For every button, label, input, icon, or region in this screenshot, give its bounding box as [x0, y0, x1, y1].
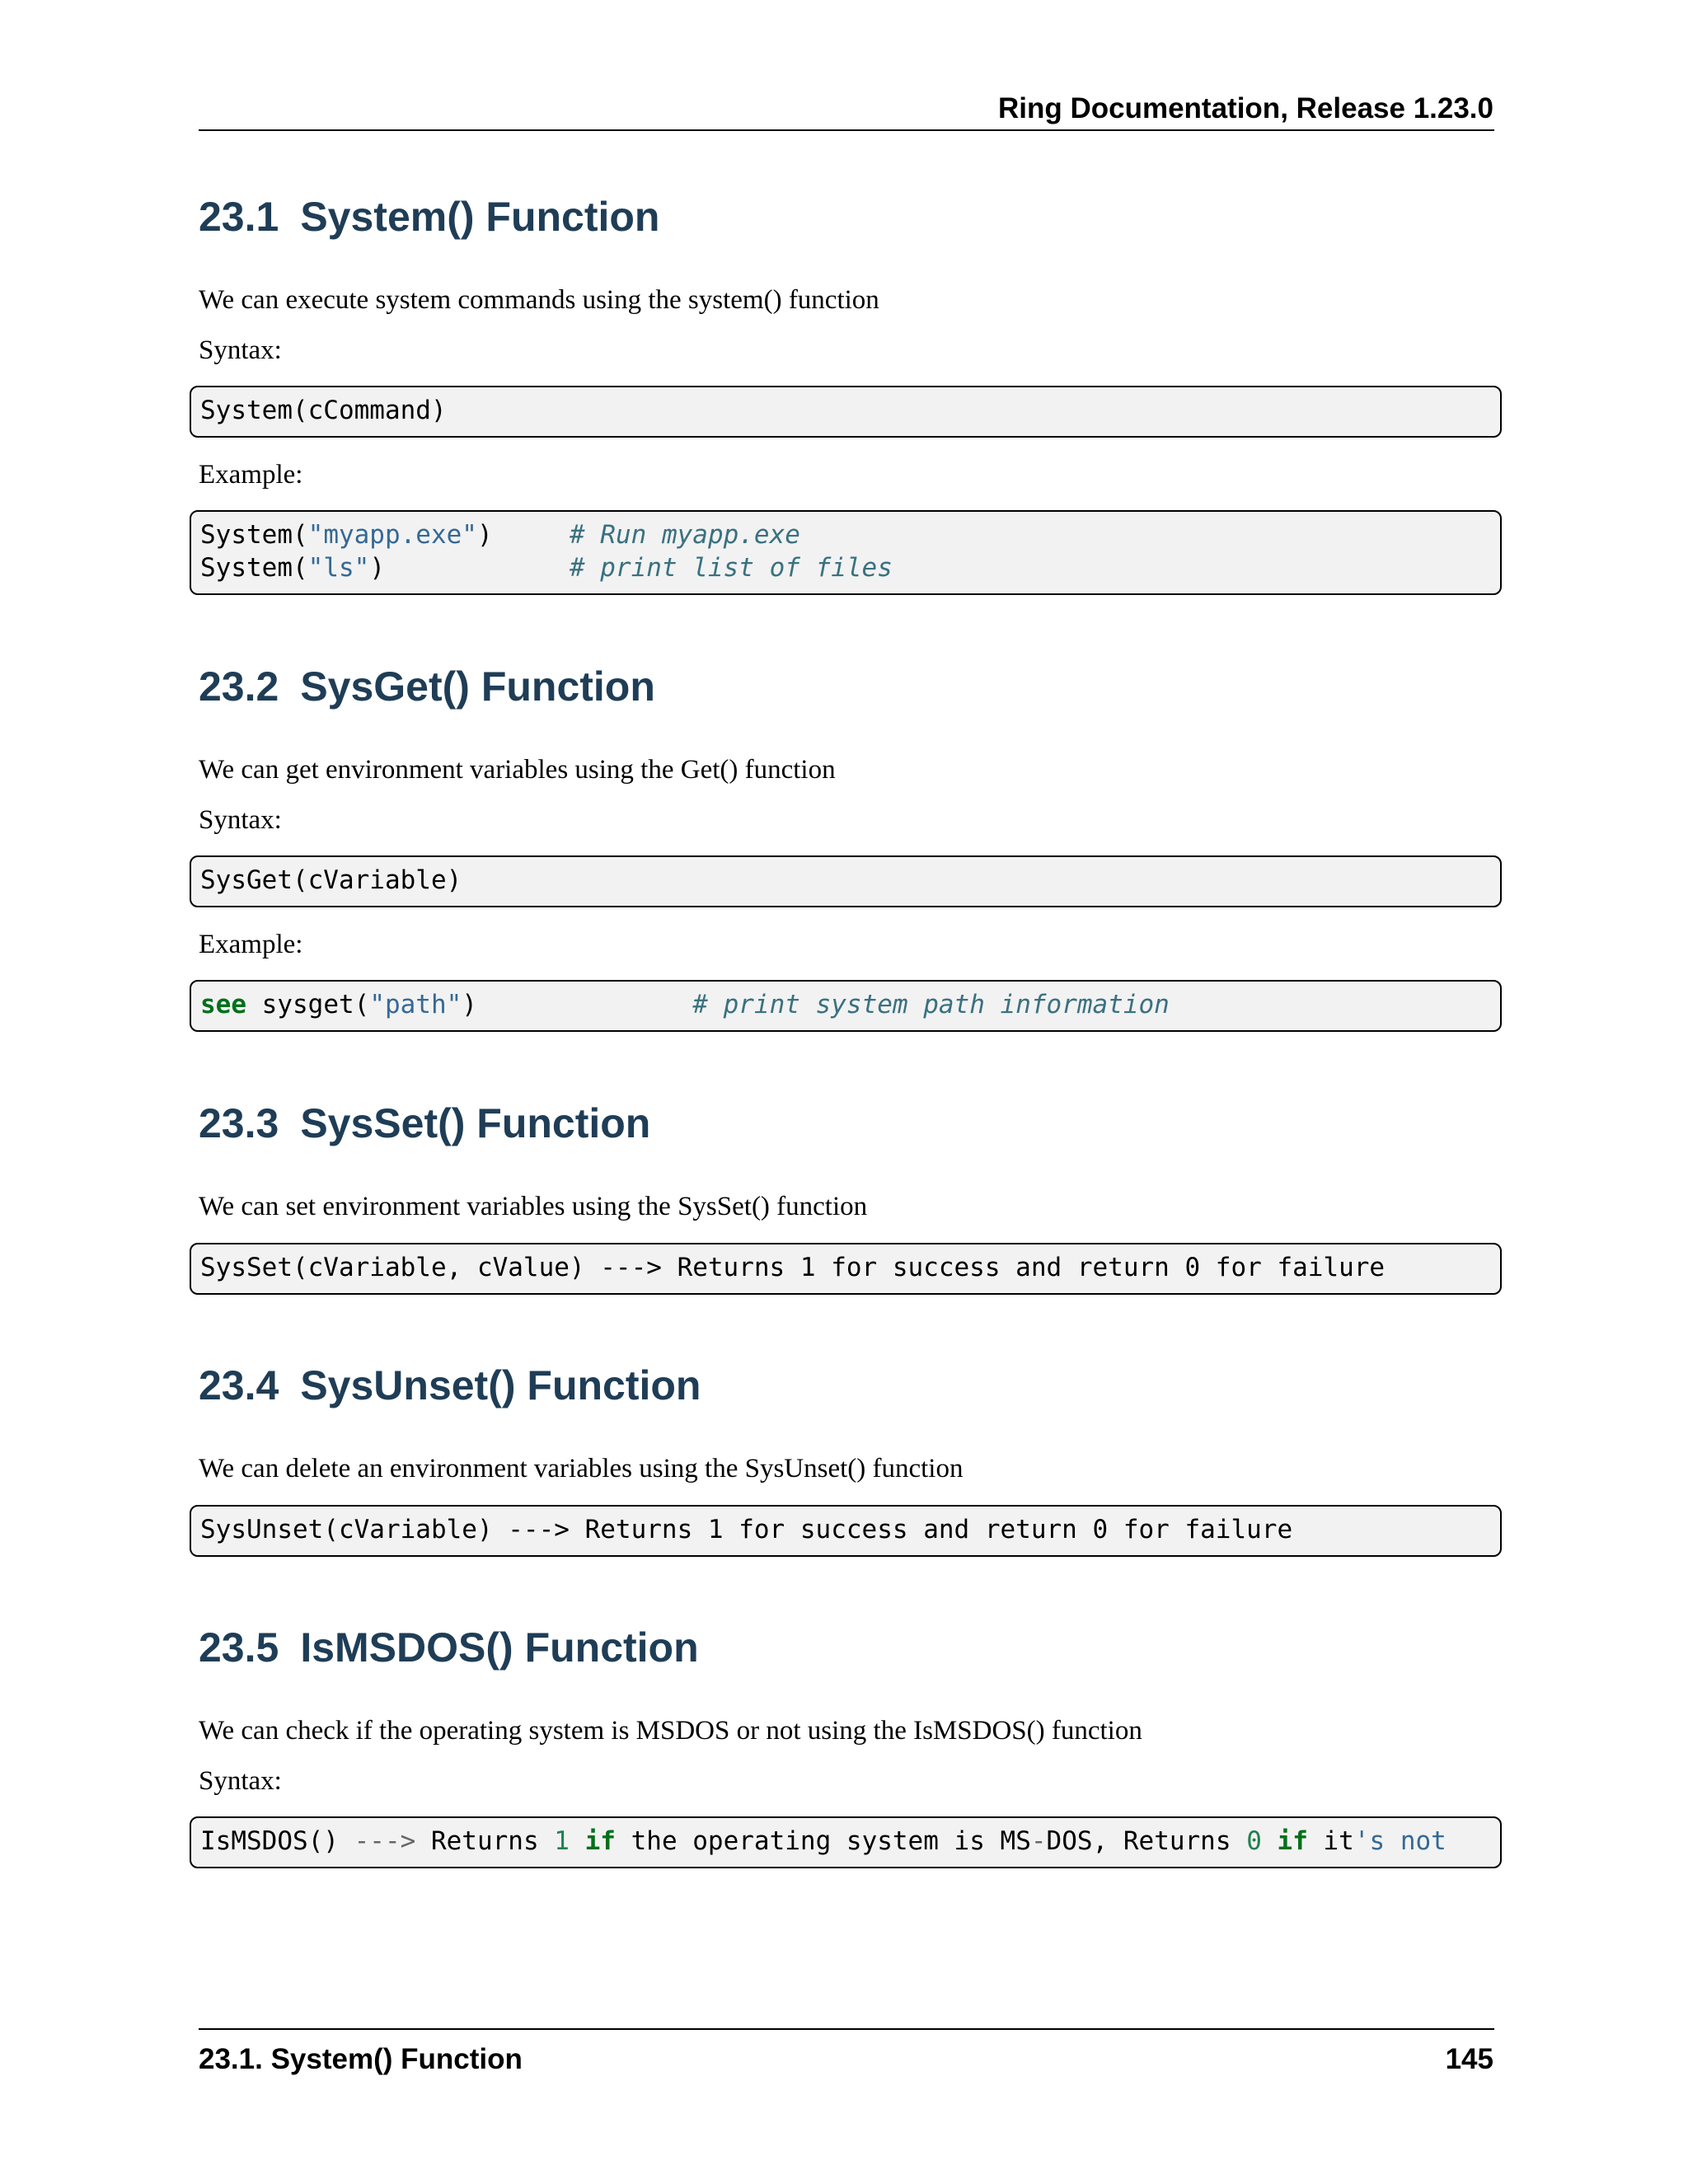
section-number: 23.5: [199, 1624, 279, 1671]
code-keyword: see: [200, 990, 246, 1019]
code-block: [190, 1505, 1502, 1557]
section-heading-23-5: [199, 1624, 699, 1671]
section-title: SysSet() Function: [300, 1100, 651, 1146]
page-number: 145: [1445, 2043, 1493, 2075]
code-line: System(cCommand): [200, 396, 447, 425]
footer-section-link[interactable]: 23.1. System() Function: [199, 2043, 523, 2075]
syntax-label: Syntax:: [199, 805, 282, 835]
code-comment: # print system path information: [692, 990, 1170, 1019]
example-label: Example:: [199, 930, 303, 959]
section-title: System() Function: [300, 194, 660, 240]
code-block-syntax: [190, 386, 1502, 438]
section-heading-23-1: [199, 193, 659, 241]
section-number: 23.2: [199, 663, 279, 710]
code-line: SysGet(cVariable): [200, 865, 462, 895]
running-header: Ring Documentation, Release 1.23.0: [997, 92, 1493, 124]
syntax-label: Syntax:: [199, 1766, 282, 1796]
section-number: 23.4: [199, 1362, 279, 1408]
section-title: SysUnset() Function: [300, 1362, 701, 1408]
code-block-example: [190, 980, 1502, 1032]
code-line: IsMSDOS() ---> Returns 1 if the operating system is MS-DOS, Returns 0 if it's not: [200, 1826, 1447, 1856]
code-block-example: [190, 510, 1502, 595]
section-intro: We can get environment variables using the Get() function: [199, 755, 836, 785]
footer-rule: [199, 2028, 1494, 2030]
section-number: 23.3: [199, 1100, 279, 1146]
section-title: SysGet() Function: [300, 663, 655, 710]
section-heading-23-4: [199, 1361, 701, 1409]
code-line: System("myapp.exe") # Run myapp.exe: [200, 520, 800, 550]
section-heading-23-2: [199, 663, 655, 710]
code-line: SysUnset(cVariable) ---> Returns 1 for success and return 0 for failure: [200, 1515, 1293, 1544]
code-block-syntax: [190, 1816, 1502, 1868]
section-title: IsMSDOS() Function: [300, 1624, 699, 1671]
code-line: SysSet(cVariable, cValue) ---> Returns 1 for success and return 0 for failure: [200, 1253, 1386, 1282]
section-heading-23-3: [199, 1099, 650, 1147]
code-block: [190, 1243, 1502, 1295]
section-intro: We can check if the operating system is MSDOS or not using the IsMSDOS() function: [199, 1716, 1142, 1746]
code-comment: # print list of files: [569, 553, 893, 583]
section-intro: We can execute system commands using the system() function: [199, 285, 879, 315]
code-keyword: if: [584, 1826, 616, 1856]
section-intro: We can set environment variables using the SysSet() function: [199, 1192, 868, 1221]
header-rule: [199, 129, 1494, 131]
example-label: Example:: [199, 460, 303, 490]
syntax-label: Syntax:: [199, 335, 282, 365]
code-block-syntax: [190, 855, 1502, 907]
code-comment: # Run myapp.exe: [569, 520, 800, 550]
code-keyword: if: [1277, 1826, 1308, 1856]
code-line: System("ls") # print list of files: [200, 553, 893, 583]
code-line: see sysget("path") # print system path information: [200, 990, 1170, 1019]
section-intro: We can delete an environment variables using the SysUnset() function: [199, 1454, 964, 1483]
section-number: 23.1: [199, 194, 279, 240]
